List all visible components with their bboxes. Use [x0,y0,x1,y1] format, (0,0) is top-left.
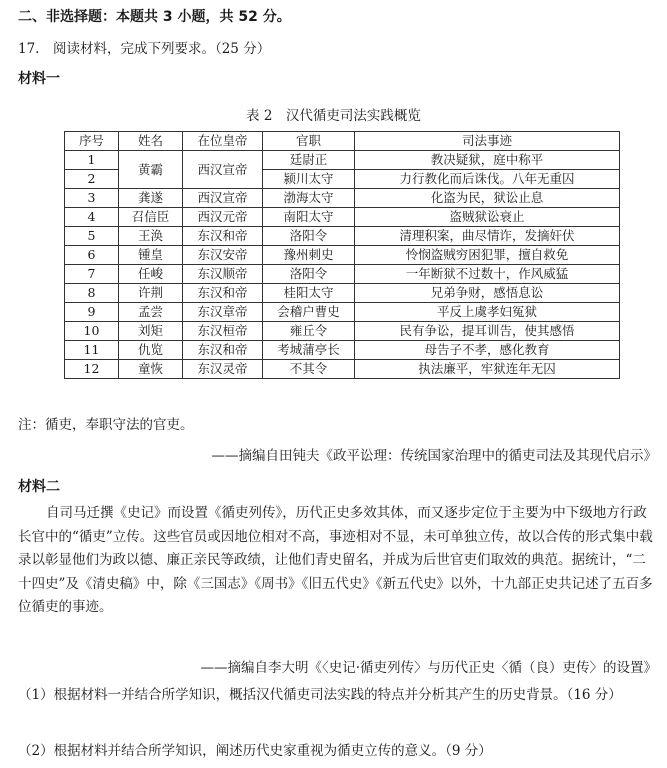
cell-name: 龚遂 [119,189,183,208]
cell-post: 廷尉正 [263,151,355,170]
table-row [65,208,620,227]
cell-no: 12 [65,360,119,379]
cell-name: 锺皇 [119,246,183,265]
cell-no: 11 [65,341,119,360]
material2-label: 材料二 [18,479,60,495]
cell-emperor: 东汉章帝 [183,303,263,322]
cell-post: 豫州刺史 [263,246,355,265]
cell-no: 4 [65,208,119,227]
cell-name: 刘矩 [119,322,183,341]
cell-no: 5 [65,227,119,246]
cell-deed: 清理积案，曲尽情诈，发摘奸伏 [355,227,620,246]
cell-emperor: 西汉元帝 [183,208,263,227]
cell-post: 洛阳令 [263,227,355,246]
material2-paragraph: 自司马迁撰《史记》而设置《循吏列传》，历代正史多效其体，而又逐步定位于主要为中下级地方行政长官中的“循吏”立传。这些官员或因地位相对不高，事迹相对不显，未可单独立传，故以合传的形式集中载录以彰显他们为政以德、廉正亲民等政绩，让他们青史留名，并成为后世官吏们取效的典范。据统计，“二十四史”及《清史稿》中，除《三国志》《周书》《旧五代史》《新五代史》以外，十九部正史共记述了五百多位循吏的事迹。 [18,505,653,615]
table-header-row [65,132,620,151]
official-cases-table [64,131,620,379]
cell-deed: 执法廉平，牢狱连年无囚 [355,360,620,379]
cell-emperor: 东汉顺帝 [183,265,263,284]
header-post: 官职 [263,132,355,151]
cell-name: 召信臣 [119,208,183,227]
cell-post: 南阳太守 [263,208,355,227]
material1-label: 材料一 [18,71,60,87]
cell-emperor: 东汉桓帝 [183,322,263,341]
question-1: （1）根据材料一并结合所学知识，概括汉代循吏司法实践的特点并分析其产生的历史背景。（16 分） [18,687,622,703]
cell-name: 孟尝 [119,303,183,322]
cell-no: 9 [65,303,119,322]
cell-emperor: 西汉宣帝 [183,189,263,208]
cell-emperor: 东汉和帝 [183,341,263,360]
cell-name: 任峻 [119,265,183,284]
cell-no: 6 [65,246,119,265]
cell-name: 仇览 [119,341,183,360]
cell-name: 童恢 [119,360,183,379]
source-citation-2: ——摘编自李大明《〈史记·循吏列传〉与历代正史〈循（良）吏传〉的设置》 [200,660,657,676]
table-row [65,227,620,246]
cell-post: 桂阳太守 [263,284,355,303]
cell-no: 1 [65,151,119,170]
table-note: 注：循吏，奉职守法的官吏。 [18,417,194,433]
cell-no: 8 [65,284,119,303]
cell-post: 会稽户曹史 [263,303,355,322]
table-row [65,341,620,360]
table-row [65,360,620,379]
table-row [65,284,620,303]
cell-post: 不其令 [263,360,355,379]
cell-deed: 教决疑狱，庭中称平 [355,151,620,170]
cell-deed: 母告子不孝，感化教育 [355,341,620,360]
cell-emperor: 东汉和帝 [183,284,263,303]
source-citation-1: ——摘编自田钝夫《政平讼理：传统国家治理中的循吏司法及其现代启示》 [211,448,657,464]
cell-emperor: 东汉和帝 [183,227,263,246]
table-row [65,189,620,208]
table-row [65,151,620,170]
table-row [65,303,620,322]
header-emperor: 在位皇帝 [183,132,263,151]
table-row [65,322,620,341]
cell-name: 黄霸 [119,151,183,189]
cell-no: 3 [65,189,119,208]
cell-post: 渤海太守 [263,189,355,208]
cell-name: 许荆 [119,284,183,303]
cell-post: 考城蒲亭长 [263,341,355,360]
question-intro: 17. 阅读材料，完成下列要求。（25 分） [18,41,271,57]
cell-deed: 民有争讼，提耳训告，使其感悟 [355,322,620,341]
cell-no: 7 [65,265,119,284]
cell-no: 10 [65,322,119,341]
header-deed: 司法事迹 [355,132,620,151]
cell-post: 雍丘令 [263,322,355,341]
cell-deed: 力行教化而后诛伐。八年无重囚 [355,170,620,189]
cell-deed: 一年断狱不过数十，作风威猛 [355,265,620,284]
cell-deed: 怜悯盗贼穷困犯罪，擅自救免 [355,246,620,265]
cell-deed: 盗贼狱讼衰止 [355,208,620,227]
table-row [65,246,620,265]
cell-deed: 化盗为民，狱讼止息 [355,189,620,208]
cell-name: 王涣 [119,227,183,246]
section-heading: 二、非选择题：本题共 3 小题，共 52 分。 [18,9,291,25]
table-row [65,265,620,284]
header-no: 序号 [65,132,119,151]
header-name: 姓名 [119,132,183,151]
table-caption: 表 2 汉代循吏司法实践概览 [246,108,421,124]
cell-emperor: 东汉灵帝 [183,360,263,379]
cell-emperor: 西汉宣帝 [183,151,263,189]
question-2: （2）根据材料并结合所学知识，阐述历代史家重视为循吏立传的意义。（9 分） [18,743,492,759]
cell-no: 2 [65,170,119,189]
cell-emperor: 东汉安帝 [183,246,263,265]
cell-post: 颍川太守 [263,170,355,189]
cell-deed: 平反上虞孝妇冤狱 [355,303,620,322]
cell-deed: 兄弟争财，感悟息讼 [355,284,620,303]
cell-post: 洛阳令 [263,265,355,284]
